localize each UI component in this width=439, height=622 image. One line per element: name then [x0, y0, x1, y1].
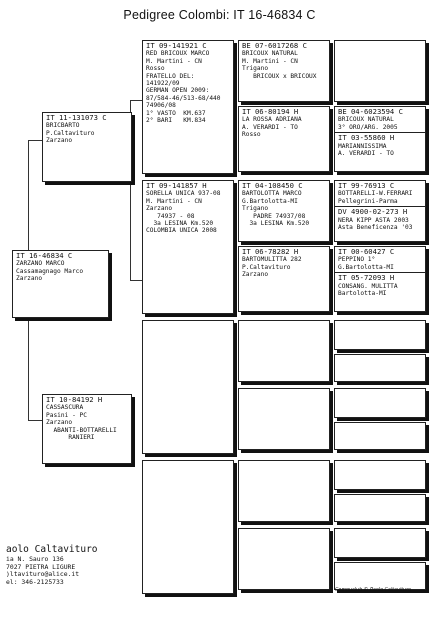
notes: GERMAN OPEN 2009: — [146, 87, 210, 95]
pedigree-box-empty — [238, 320, 330, 382]
bird-name: LA ROSSA ADRIANA — [242, 116, 302, 124]
ring-number: IT 09-141921 C — [146, 41, 207, 50]
owner-email: )ltavituro@alice.it — [6, 570, 80, 579]
ring-number: IT 16-46834 C — [16, 251, 73, 260]
notes: BRICOUX x BRICOUX — [242, 72, 317, 80]
notes: 2° BARI KM.834 — [146, 117, 206, 125]
breeder: P.Caltavituro — [242, 263, 291, 271]
bird-name: RED BRICOUX MARCO — [146, 50, 210, 58]
bird-name: CONSANG. MULITTA — [338, 282, 398, 290]
pedigree-box-empty — [334, 562, 426, 590]
bird-name: BARTOMULITTA 282 — [242, 256, 302, 264]
ring-number: IT 06-78282 H — [242, 247, 299, 256]
pedigree-box-empty — [334, 528, 426, 558]
sire-dam-sire-box — [238, 180, 330, 242]
ring-number: BE 04-6023594 C — [338, 107, 403, 116]
sire-sire-box — [142, 40, 234, 174]
owner-address: ia N. Sauro 136 — [6, 555, 64, 563]
pedigree-box-empty — [334, 494, 426, 522]
color: Zarzano — [146, 205, 173, 213]
pedigree-box-empty — [334, 40, 426, 102]
owner-block — [6, 544, 136, 586]
breeder: P.Caltavituro — [46, 129, 95, 137]
notes: PADRE 74937/08 — [242, 212, 306, 220]
notes: COLOMBIA UNICA 2008 — [146, 227, 217, 235]
gen4-box — [334, 106, 426, 172]
subject-box — [12, 250, 109, 318]
breeder: M. Martini - CN — [146, 57, 202, 65]
ring-number: IT 05-72093 H — [338, 273, 395, 283]
bird-name: BARTOLOTTA MARCO — [242, 190, 302, 198]
bird-name: BRICOUX NATURAL — [242, 50, 298, 58]
pedigree-box-empty — [334, 422, 426, 450]
notes: 3° ORO/ARG. 2005 — [338, 123, 398, 131]
pedigree-box-empty — [238, 388, 330, 450]
footer-credit: Compuclub © Paolo Caltavituro — [335, 588, 411, 593]
notes: 1° VASTO KM.637 — [146, 109, 206, 117]
ring-number: IT 09-141857 H — [146, 181, 207, 190]
notes: ABANTI-BOTTARELLI — [46, 426, 117, 434]
pedigree-box-empty — [238, 528, 330, 590]
connector — [130, 100, 142, 101]
ring-number: IT 04-108450 C — [242, 181, 303, 190]
ring-number: IT 06-80194 H — [242, 107, 299, 116]
pedigree-box-empty — [334, 460, 426, 490]
owner-city: 7027 PIETRA LIGURE — [6, 562, 76, 571]
bird-name: NERA KIPP ASTA 2003 — [338, 216, 409, 224]
notes: 74906/08 — [146, 102, 176, 110]
color: Zarzano — [16, 275, 43, 283]
color: Zarzano — [242, 271, 269, 279]
pedigree-box-empty — [334, 388, 426, 418]
breeder: Pasini - PC — [46, 411, 87, 419]
notes: 141922/09 — [146, 80, 180, 88]
connector — [28, 140, 29, 250]
owner-phone: el: 346-2125733 — [6, 577, 64, 586]
sire-dam-dam-box — [238, 246, 330, 312]
notes: 3a LESINA Km.520 — [146, 220, 214, 228]
notes: RANIERI — [46, 434, 95, 442]
breeder: G.Bartolotta-MI — [338, 263, 394, 271]
bird-name: SORELLA UNICA 937-08 — [146, 190, 221, 198]
dam-box — [42, 394, 132, 464]
sire-sire-dam-box — [238, 106, 330, 172]
breeder: M. Martini - CN — [146, 197, 202, 205]
breeder: G.Bartolotta-MI — [242, 197, 298, 205]
bird-name: BRICBARTO — [46, 122, 80, 130]
notes: FRATELLO DEL: — [146, 72, 195, 80]
ring-number: IT 10-84192 H — [46, 395, 103, 404]
bird-name: MARIANNISSIMA — [338, 142, 387, 150]
connector — [28, 420, 42, 421]
notes: 74937 - 08 — [146, 212, 195, 220]
dam-dam-box — [142, 460, 234, 594]
ring-number: IT 99-76913 C — [338, 181, 395, 190]
sire-dam-box — [142, 180, 234, 314]
bird-name: BRICOUX NATURAL — [338, 116, 394, 124]
owner-name: aolo Caltavituro — [6, 544, 98, 555]
ring-number: IT 00-60427 C — [338, 247, 395, 256]
breeder: A. VERARDI - TO — [338, 150, 394, 158]
breeder: Cassamagnago Marco — [16, 267, 84, 275]
color: Rosso — [242, 131, 261, 139]
breeder: Bartolotta-MI — [338, 290, 387, 298]
connector — [28, 140, 42, 141]
bird-name: BOTTARELLI-W.FERRARI — [338, 190, 413, 198]
connector — [28, 318, 29, 420]
pedigree-box-empty — [334, 320, 426, 350]
color: Rosso — [146, 65, 165, 73]
bird-name: ZARZANO MARCO — [16, 260, 65, 268]
breeder: Pellegrini-Parma — [338, 197, 398, 205]
notes: Asta Beneficenza '03 — [338, 224, 413, 232]
notes: 3a LESINA Km.520 — [242, 220, 310, 228]
ring-number: IT 11-131073 C — [46, 113, 107, 122]
gen4-box — [334, 180, 426, 242]
dam-sire-box — [142, 320, 234, 454]
ring-number: BE 07-6017268 C — [242, 41, 307, 50]
breeder: A. VERARDI - TO — [242, 123, 298, 131]
color: Zarzano — [46, 419, 73, 427]
breeder: M. Martini - CN — [242, 57, 298, 65]
color: Zarzano — [46, 137, 73, 145]
sire-sire-sire-box — [238, 40, 330, 102]
color: Trigano — [242, 65, 269, 73]
ring-number: DV 4900-02-273 H — [338, 207, 408, 217]
pedigree-box-empty — [238, 460, 330, 522]
notes: 87/584-46/513-68/440 — [146, 94, 221, 102]
page-title: Pedigree Colombi: IT 16-46834 C — [123, 8, 316, 22]
gen4-box — [334, 246, 426, 312]
bird-name: CASSASCURA — [46, 404, 84, 412]
color: Trigano — [242, 205, 269, 213]
pedigree-box-empty — [334, 354, 426, 382]
sire-box — [42, 112, 132, 182]
connector — [130, 280, 142, 281]
ring-number: IT 03-55860 H — [338, 133, 395, 143]
bird-name: PEPPINO 1° — [338, 256, 376, 264]
